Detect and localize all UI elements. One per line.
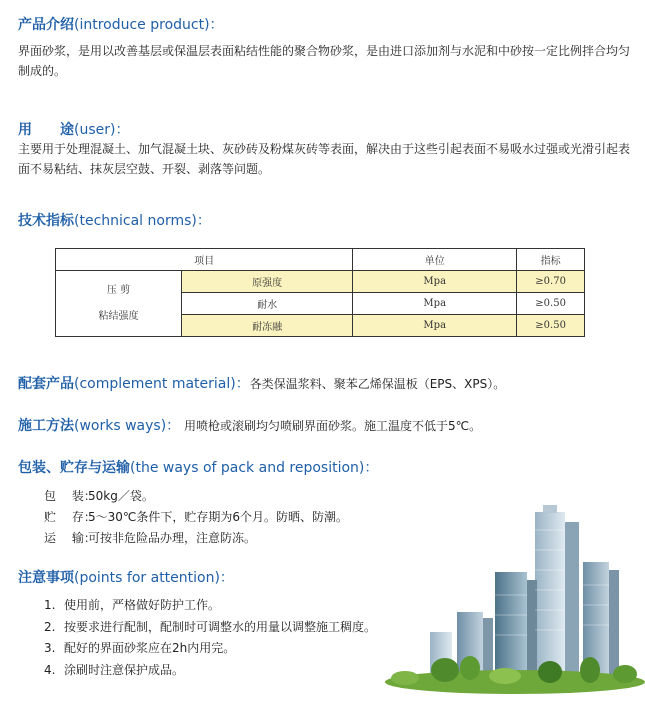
city-skyline-illustration	[385, 500, 645, 705]
note-number: 3.	[44, 641, 56, 655]
pack-value: 50kg／袋。	[88, 489, 154, 503]
note-number: 2.	[44, 619, 56, 634]
list-item	[44, 595, 376, 617]
table-header-row	[56, 249, 585, 271]
pack-value: 可按非危险品办理，注意防冻。	[88, 531, 257, 545]
pack-heading-cn: 包装、贮存与运输	[18, 460, 130, 476]
row-name: 耐水	[182, 293, 353, 315]
pack-list	[44, 486, 348, 549]
complement-heading	[18, 376, 250, 392]
works-heading	[18, 418, 180, 434]
note-number: 4.	[44, 662, 56, 677]
row-unit: Mpa	[353, 293, 517, 315]
row-name: 原强度	[182, 271, 353, 293]
use-heading-en: (user)：	[74, 122, 130, 138]
use-heading	[18, 119, 129, 139]
works-text: 用喷枪或滚刷均匀喷刷界面砂浆。施工温度不低于5℃。	[180, 419, 482, 433]
pack-key: 贮 存：	[44, 510, 96, 524]
header-item: 项目	[56, 249, 353, 271]
pack-heading-en: (the ways of pack and reposition)：	[130, 460, 379, 476]
attention-heading-cn: 注意事项	[18, 570, 74, 586]
pack-key: 运 输：	[44, 531, 96, 545]
table-row	[56, 271, 585, 293]
complement-heading-en: (complement material)：	[74, 376, 250, 392]
list-item	[44, 507, 348, 528]
intro-heading-en: (introduce product)：	[74, 17, 224, 33]
row-unit: Mpa	[353, 315, 517, 337]
complement-text: 各类保温浆料、聚苯乙烯保温板（EPS、XPS）。	[249, 377, 506, 391]
complement-line	[18, 373, 505, 393]
row-unit: Mpa	[353, 271, 517, 293]
attention-list	[44, 595, 376, 681]
row-name: 耐冻融	[182, 315, 353, 337]
list-item	[44, 660, 376, 682]
works-heading-cn: 施工方法	[18, 418, 74, 434]
group-label-1: 压 剪	[106, 284, 131, 296]
use-heading-cn: 用 途	[18, 122, 74, 138]
intro-text: 界面砂浆，是用以改善基层或保温层表面粘结性能的聚合物砂浆，是由进口添加剂与水泥和中砂按一定比例拌合均匀制成的。	[18, 44, 631, 78]
note-number: 1.	[44, 598, 56, 612]
header-index: 指标	[517, 249, 585, 271]
attention-heading-en: (points for attention)：	[74, 570, 234, 586]
norms-heading-cn: 技术指标	[18, 213, 74, 229]
attention-heading	[18, 567, 234, 587]
list-item	[44, 528, 348, 549]
building-middle	[495, 572, 537, 677]
note-text: 使用前，严格做好防护工作。	[64, 598, 221, 612]
norms-heading	[18, 210, 211, 230]
list-item	[44, 486, 348, 507]
norms-heading-en: (technical norms)：	[74, 213, 211, 229]
pack-value: 5～30℃条件下，贮存期为6个月。防晒、防潮。	[88, 510, 349, 524]
pack-key: 包 装：	[44, 489, 96, 503]
works-heading-en: (works ways)：	[74, 418, 181, 434]
intro-heading	[18, 14, 224, 34]
norms-table	[55, 248, 585, 337]
row-value: ≥0.50	[517, 293, 585, 315]
use-text: 主要用于处理混凝土、加气混凝土块、灰砂砖及粉煤灰砖等表面，解决由于这些引起表面不易吸水过强或光滑引起表面不易粘结、抹灰层空鼓、开裂、剥落等问题。	[18, 142, 631, 176]
group-label-2: 粘结强度	[98, 310, 139, 322]
building-tall	[535, 505, 579, 677]
note-text: 涂刷时注意保护成品。	[64, 662, 185, 677]
group-cell	[56, 271, 182, 337]
list-item	[44, 638, 376, 660]
header-unit: 单位	[353, 249, 517, 271]
intro-heading-cn: 产品介绍	[18, 17, 74, 33]
note-text: 配好的界面砂浆应在2h内用完。	[64, 641, 236, 655]
pack-heading	[18, 457, 378, 477]
note-text: 按要求进行配制，配制时可调整水的用量以调整施工稠度。	[64, 619, 377, 634]
row-value: ≥0.50	[517, 315, 585, 337]
list-item	[44, 617, 376, 639]
row-value: ≥0.70	[517, 271, 585, 293]
works-line	[18, 415, 481, 435]
complement-heading-cn: 配套产品	[18, 376, 74, 392]
